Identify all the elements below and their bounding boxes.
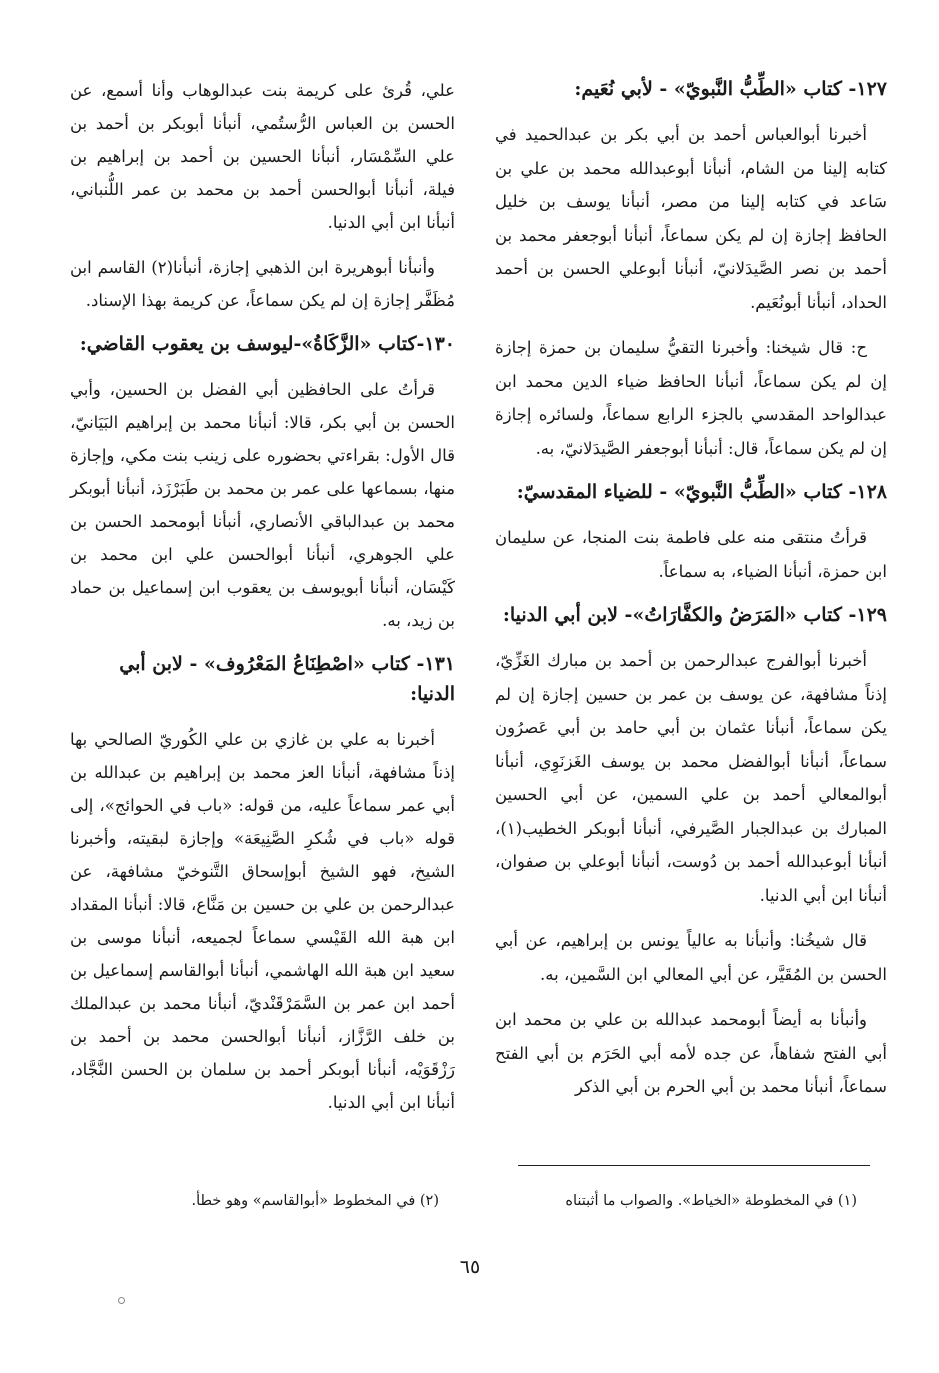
footnote-2: (٢) في المخطوط «أبوالقاسم» وهو خطأ. [191, 1193, 439, 1209]
section-128-paragraph: قرأتُ منتقى منه على فاطمة بنت المنجا، عن سليمان ابن حمزة، أنبأنا الضياء، به سماعاً. [495, 528, 887, 581]
section-127-paragraph: أخبرنا أبوالعباس أحمد بن أبي بكر بن عبدالحميد في كتابه إلينا من الشام، أنبأنا أبوعبدالله محمد بن علي بن سَاعد في كتابه إلينا من مصر، أنبأنا يوسف بن خليل الحافظ إجازة إن لم يكن سماعاً، أنبأنا أبوجعفر محمد بن أحمد بن نصر الصَّيدَلانيّ، أنبأنا أبوعلي الحسن بن أحمد الحداد، أنبأنا أبونُعَيم. [495, 125, 887, 312]
section-131-paragraph: أخبرنا به علي بن غازي بن علي الكُوريّ الصالحي بها إذناً مشافهة، أنبأنا العز محمد بن إبراهيم بن عبدالله بن أبي عمر سماعاً عليه، من قوله: «باب في الحوائج»، إلى قوله «باب في شُكرِ الصَّنِيعَة» وإجازة لبقيته، وأخبرنا الشيخ، فهو الشيخ أبوإسحاق التَّنوخيّ مشافهة، عن عبدالرحمن بن علي بن حسين بن مَنَّاع، قالا: أنبأنا المقداد ابن هبة الله القَيْسي سماعاً لجميعه، أنبأنا موسى بن سعيد ابن هبة الله الهاشمي، أنبأنا أبوالقاسم إسماعيل بن أحمد ابن عمر بن السَّمَرْقَنْديّ، أنبأنا محمد بن عبدالملك بن خلف الرَّزَّاز، أنبأنا أبوالحسن محمد بن أحمد بن رَزْقَوَيْه، أنبأنا أبوبكر أحمد بن سلمان بن الحسن النَّجَّاد، أنبأنا ابن أبي الدنيا. [70, 730, 455, 1112]
page-number: ٦٥ [459, 1256, 481, 1278]
section-129-heading: ١٢٩- كتاب «المَرَضُ والكفَّارَاتُ»- لابن أبي الدنيا: [502, 604, 887, 626]
footnote-divider [518, 1165, 870, 1166]
section-129-paragraph: أخبرنا أبوالفرج عبدالرحمن بن أحمد بن مبارك الغَزِّيّ، إذناً مشافهة، عن يوسف بن عمر بن حسين إجازة إن لم يكن سماعاً، أنبأنا عثمان بن أبي حامد بن أبي عَصرُون سماعاً، أنبأنا أبوالفضل محمد بن يوسف الغَزنَوِي، أنبأنا أبوالمعالي أحمد بن علي السمين، عن أبي الحسين المبارك بن عبدالجبار الصَّيرفي، أنبأنا أبوبكر الخطيب(١)، أنبأنا أبوعبدالله أحمد بن دُوست، أنبأنا أبوعلي بن صفوان، أنبأنا ابن أبي الدنيا. [495, 651, 887, 905]
left-column [70, 74, 455, 1131]
section-130-paragraph: قرأتُ على الحافظين أبي الفضل بن الحسين، وأبي الحسن بن أبي بكر، قالا: أنبأنا محمد بن إبراهيم البَيَانيّ، قال الأول: بقراءتي بحضوره على زينب بنت مكي، وإجازة منها، بسماعها على عمر بن محمد بن طَبَرْزَذ، أنبأنا أبوبكر محمد بن عبدالباقي الأنصاري، أنبأنا أبومحمد الحسن بن علي الجوهري، أنبأنا أبوالحسن علي ابن محمد بن كَيْسَان، أنبأنا أبويوسف بن يعقوب ابن إسماعيل بن حماد بن زيد، به. [70, 380, 455, 630]
section-128-heading: ١٢٨- كتاب «الطِّبُّ النَّبويّ» - للضياء المقدسيّ: [516, 481, 887, 503]
continuation-paragraph: علي، قُرئ على كريمة بنت عبدالوهاب وأنا أسمع، عن الحسن بن العباس الرُّستُمي، أنبأنا أبوبكر بن أحمد بن علي السِّمْسَار، أنبأنا الحسين بن أحمد بن إبراهيم بن فيلة، أنبأنا أبوالحسن أحمد بن محمد بن عمر اللُّنباني، أنبأنا ابن أبي الدنيا. [70, 81, 455, 232]
section-131-heading: ١٣١- كتاب «اصْطِنَاعُ المَعْرُوف» - لابن أبي الدنيا: [119, 653, 455, 705]
section-129-paragraph: وأنبأنا به أيضاً أبومحمد عبدالله بن علي بن محمد ابن أبي الفتح شفاهاً، عن جده لأمه أبي الحَرَم بن أبي الفتح سماعاً، أنبأنا محمد بن أبي الحرم بن أبي الذكر [495, 1010, 887, 1096]
section-130-heading: ١٣٠-كتاب «الزَّكَاةُ»-ليوسف بن يعقوب القاضي: [79, 333, 455, 355]
section-129-paragraph: قال شيخُنا: وأنبأنا به عالياً يونس بن إبراهيم، عن أبي الحسن بن المُقَيَّر، عن أبي المعالي ابن السَّمين، به. [495, 931, 887, 984]
right-column [495, 74, 887, 1116]
section-127-paragraph: ح: قال شيخنا: وأخبرنا التقيُّ سليمان بن حمزة إجازة إن لم يكن سماعاً، أنبأنا الحافظ ضياء الدين محمد ابن عبدالواحد المقدسي بالجزء الرابع سماعاً، ولسائره إجازة إن لم يكن سماعاً، قال: أنبأنا أبوجعفر الصَّيدَلانيّ، به. [495, 338, 887, 458]
ink-dot [118, 1297, 125, 1304]
footnote-1: (١) في المخطوطة «الخياط». والصواب ما أثبتناه [565, 1193, 857, 1209]
continuation-paragraph: وأنبأنا أبوهريرة ابن الذهبي إجازة، أنبأنا(٢) القاسم ابن مُظَفَّر إجازة إن لم يكن سماعاً، عن كريمة بهذا الإسناد. [70, 258, 455, 310]
section-127-heading: ١٢٧- كتاب «الطِّبُّ النَّبويّ» - لأبي نُعَيم: [574, 78, 887, 100]
